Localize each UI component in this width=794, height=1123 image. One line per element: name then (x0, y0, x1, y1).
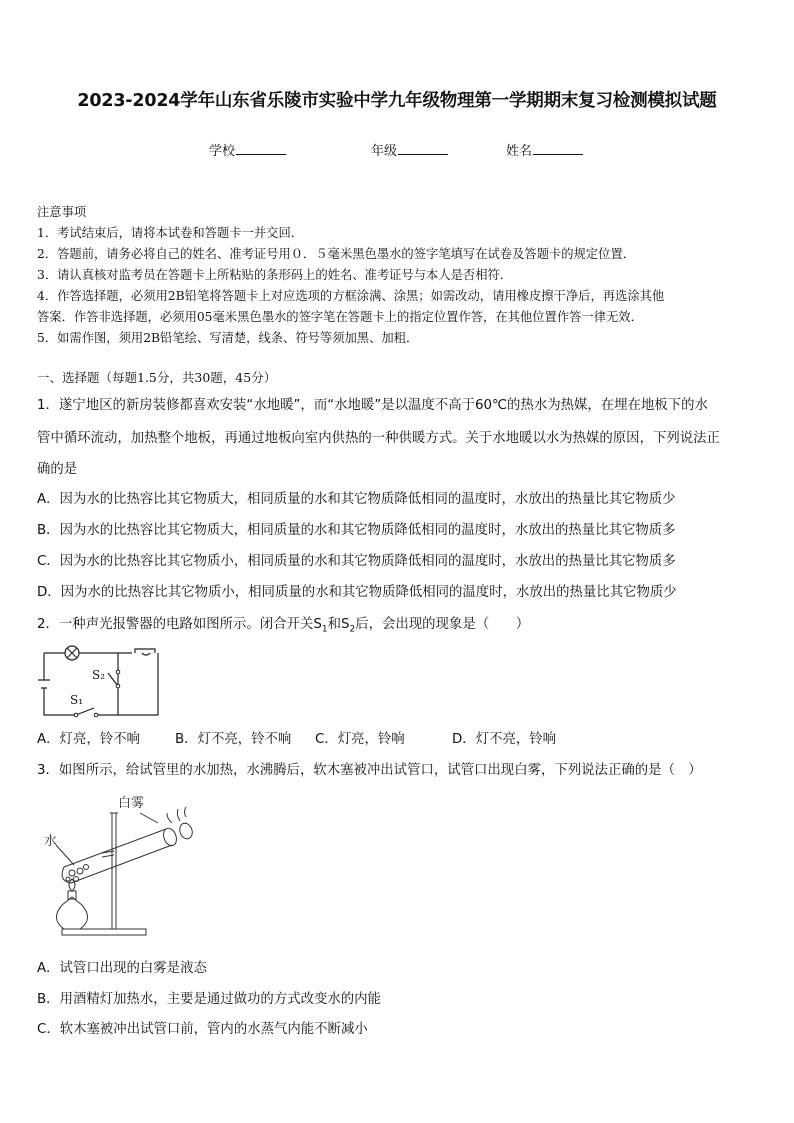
notice-item: 2．答题前，请务必将自己的姓名、准考证号用０．５毫米黑色墨水的签字笔填写在试卷及答题卡的规定位置． (37, 247, 636, 261)
q2-stem (37, 613, 529, 635)
notice-item: 4．作答选择题，必须用2B铅笔将答题卡上对应选项的方框涂满、涂黑；如需改动，请用橡皮擦干净后，再选涂其他 (37, 289, 665, 303)
page-title: 2023-2024学年山东省乐陵市实验中学九年级物理第一学期期末复习检测模拟试题 (77, 91, 717, 111)
grade-blank[interactable] (398, 141, 448, 155)
label-s1: S₁ (70, 693, 84, 707)
name-label: 姓名 (506, 144, 533, 159)
q1-option-a: A．因为水的比热容比其它物质大，相同质量的水和其它物质降低相同的温度时，水放出的热量比其它物质少 (37, 492, 676, 507)
notice-item: 1．考试结束后，请将本试卷和答题卡一并交回． (37, 226, 304, 240)
notice-block (37, 202, 767, 349)
grade-label: 年级 (371, 144, 398, 159)
name-field (506, 140, 583, 159)
notice-item: 3．请认真核对监考员在答题卡上所粘贴的条形码上的姓名、准考证号与本人是否相符． (37, 268, 513, 282)
q2-stem-text: 后，会出现的现象是（ ） (355, 617, 530, 632)
test-tube-diagram (40, 791, 200, 941)
school-field (209, 140, 286, 159)
student-info-fields (0, 140, 794, 160)
label-water: 水 (44, 834, 58, 849)
q2-subscript: 2 (349, 624, 356, 635)
grade-field (371, 140, 448, 159)
q3-option-c: C．软木塞被冲出试管口前，管内的水蒸气内能不断减小 (37, 1022, 368, 1037)
notice-item: 答案．作答非选择题，必须用05毫米黑色墨水的签字笔在答题卡上的指定位置作答，在其他位置作答一律无效． (37, 310, 643, 324)
lamp-icon (65, 646, 79, 660)
notice-item: 5．如需作图，须用2B铅笔绘、写清楚，线条、符号等须加黑、加粗． (37, 331, 419, 345)
q1-stem-line: 确的是 (37, 462, 78, 477)
section-heading: 一、选择题（每题1.5分，共30题，45分） (37, 370, 277, 385)
q2-subscript: 1 (321, 624, 328, 635)
q2-stem-text: 和S (327, 617, 350, 632)
label-fog: 白雾 (118, 796, 145, 811)
school-blank[interactable] (236, 141, 286, 155)
q2-option-a: A．灯亮，铃不响 (37, 732, 140, 747)
name-blank[interactable] (533, 141, 583, 155)
school-label: 学校 (209, 144, 236, 159)
q3-stem: 3．如图所示，给试管里的水加热，水沸腾后，软木塞被冲出试管口，试管口出现白雾，下列说法正确的是（ ） (37, 763, 702, 778)
q2-option-c: C．灯亮，铃响 (315, 732, 405, 747)
q3-option-a: A．试管口出现的白雾是液态 (37, 961, 207, 976)
label-s2: S₂ (92, 668, 106, 682)
q2-option-b: B．灯不亮，铃不响 (175, 732, 292, 747)
circuit-diagram (38, 642, 162, 720)
q1-stem-line: 管中循环流动，加热整个地板，再通过地板向室内供热的一种供暖方式。关于水地暖以水为热媒的原因，下列说法正 (37, 431, 720, 446)
q1-option-b: B．因为水的比热容比其它物质大，相同质量的水和其它物质降低相同的温度时，水放出的热量比其它物质多 (37, 523, 676, 538)
q2-stem-text: 2．一种声光报警器的电路如图所示。闭合开关S (37, 617, 322, 632)
q1-option-d: D．因为水的比热容比其它物质小，相同质量的水和其它物质降低相同的温度时，水放出的热量比其它物质少 (37, 585, 677, 600)
q3-option-b: B．用酒精灯加热水，主要是通过做功的方式改变水的内能 (37, 992, 381, 1007)
q1-stem-line: 1．遂宁地区的新房装修都喜欢安装“水地暖”，而“水地暖”是以温度不高于60℃的热水为热媒，在埋在地板下的水 (37, 398, 708, 413)
q1-option-c: C．因为水的比热容比其它物质小，相同质量的水和其它物质降低相同的温度时，水放出的热量比其它物质多 (37, 554, 676, 569)
notice-heading: 注意事项 (37, 205, 87, 219)
q2-option-d: D．灯不亮，铃响 (452, 732, 557, 747)
